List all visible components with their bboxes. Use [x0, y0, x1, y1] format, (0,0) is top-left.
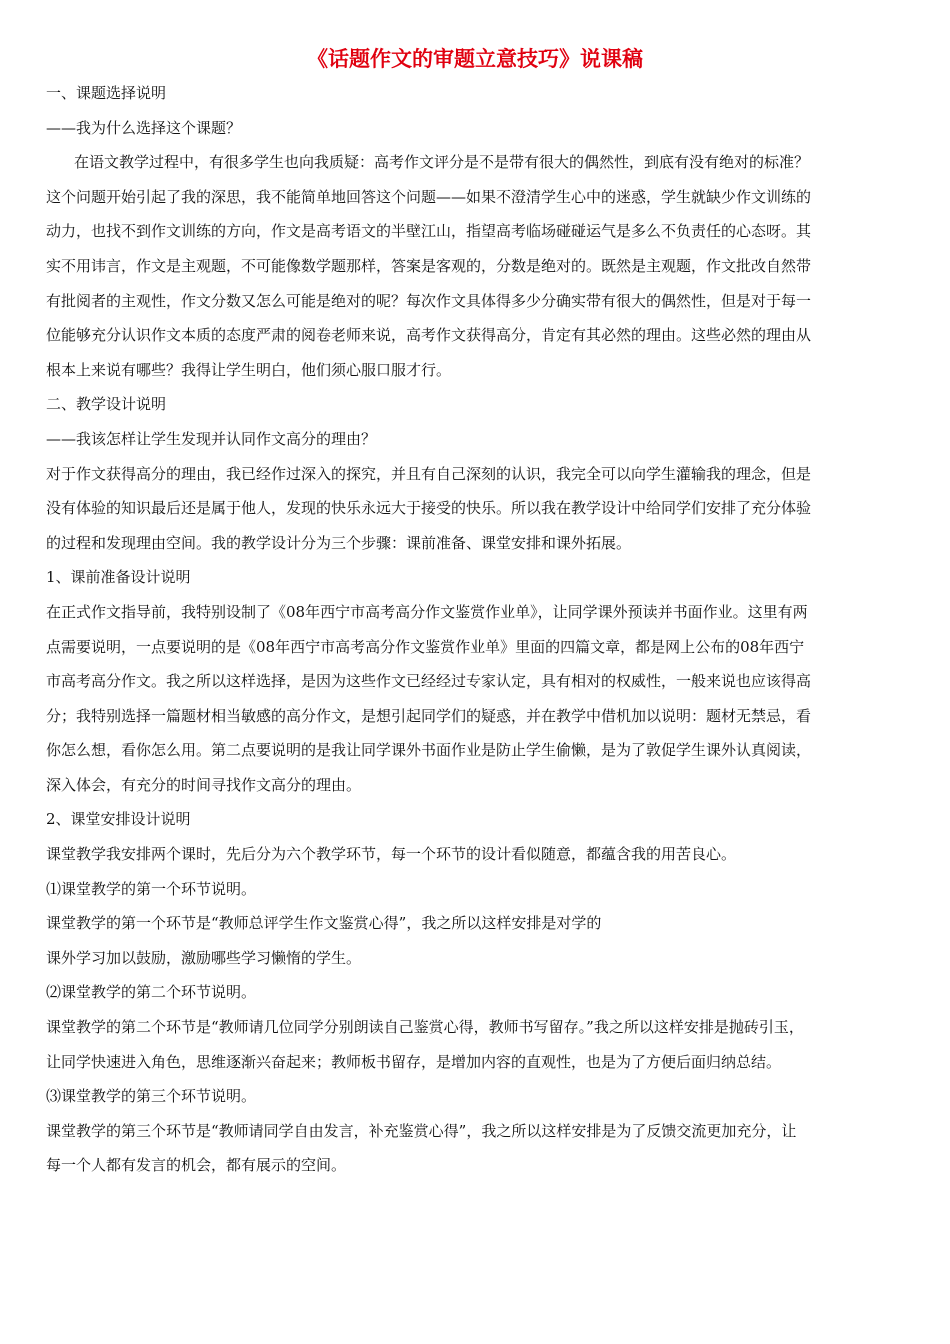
paragraph-line: 市高考高分作文。我之所以这样选择，是因为这些作文已经经过专家认定，具有相对的权威性，一般来说也应该得高	[46, 672, 812, 691]
paragraph-line: 这个问题开始引起了我的深思，我不能简单地回答这个问题——如果不澄清学生心中的迷惑，学生就缺少作文训练的	[46, 187, 812, 206]
paragraph-line: 课堂教学的第二个环节是“教师请几位同学分别朗读自己鉴赏心得，教师书写留存。”我之所以这样安排是抛砖引玉，	[46, 1018, 804, 1037]
section-heading: 二、教学设计说明	[46, 395, 167, 414]
section-heading: ⑵课堂教学的第二个环节说明。	[46, 983, 257, 1002]
section-heading: ——我为什么选择这个课题？	[46, 118, 242, 137]
paragraph-line: 课堂教学我安排两个课时，先后分为六个教学环节，每一个环节的设计看似随意，都蕴含我的用苦良心。	[46, 845, 737, 864]
document-body	[46, 76, 908, 1183]
document-title: 《话题作文的审题立意技巧》说课稿	[307, 47, 643, 71]
paragraph-line: 实不用讳言，作文是主观题，不可能像数学题那样，答案是客观的，分数是绝对的。既然是主观题，作文批改自然带	[46, 256, 812, 275]
paragraph-line: 有批阅者的主观性，作文分数又怎么可能是绝对的呢？每次作文具体得多少分确实带有很大的偶然性，但是对于每一	[46, 291, 812, 310]
paragraph-line: 每一个人都有发言的机会，都有展示的空间。	[46, 1156, 347, 1175]
paragraph-line: 根本上来说有哪些？我得让学生明白，他们须心服口服才行。	[46, 360, 452, 379]
paragraph-line: 课堂教学的第一个环节是“教师总评学生作文鉴赏心得”，我之所以这样安排是对学的	[46, 914, 602, 933]
paragraph-line: 分；我特别选择一篇题材相当敏感的高分作文，是想引起同学们的疑惑，并在教学中借机加以说明：题材无禁忌，看	[46, 706, 812, 725]
section-heading: 1、课前准备设计说明	[46, 568, 191, 587]
paragraph-line: 动力，也找不到作文训练的方向，作文是高考语文的半壁江山，指望高考临场碰碰运气是多么不负责任的心态呀。其	[46, 222, 812, 241]
paragraph-line: 课堂教学的第三个环节是“教师请同学自由发言，补充鉴赏心得”，我之所以这样安排是为了反馈交流更加充分，让	[46, 1121, 797, 1140]
section-heading: 2、课堂安排设计说明	[46, 810, 191, 829]
paragraph-line: 的过程和发现理由空间。我的教学设计分为三个步骤：课前准备、课堂安排和课外拓展。	[46, 533, 632, 552]
section-heading: 一、课题选择说明	[46, 84, 167, 102]
paragraph-line: 点需要说明，一点要说明的是《08年西宁市高考高分作文鉴赏作业单》里面的四篇文章，都是网上公布的08年西宁	[46, 637, 805, 656]
paragraph-line: 课外学习加以鼓励，激励哪些学习懒惰的学生。	[46, 948, 362, 967]
paragraph-line: 你怎么想，看你怎么用。第二点要说明的是我让同学课外书面作业是防止学生偷懒，是为了敦促学生课外认真阅读，	[46, 741, 812, 760]
paragraph-line: 在语文教学过程中，有很多学生也向我质疑：高考作文评分是不是带有很大的偶然性，到底有没有绝对的标准？	[74, 153, 810, 172]
paragraph-line: 没有体验的知识最后还是属于他人，发现的快乐永远大于接受的快乐。所以我在教学设计中给同学们安排了充分体验	[46, 499, 812, 518]
paragraph-line: 深入体会，有充分的时间寻找作文高分的理由。	[46, 775, 362, 794]
section-heading: ⑴课堂教学的第一个环节说明。	[46, 879, 257, 898]
paragraph-line: 让同学快速进入角色，思维逐渐兴奋起来；教师板书留存，是增加内容的直观性，也是为了方便后面归纳总结。	[46, 1052, 782, 1071]
paragraph-line: 位能够充分认识作文本质的态度严肃的阅卷老师来说，高考作文获得高分，肯定有其必然的理由。这些必然的理由从	[46, 326, 812, 345]
paragraph-line: 在正式作文指导前，我特别设制了《08年西宁市高考高分作文鉴赏作业单》，让同学课外预读并书面作业。这里有两	[46, 602, 808, 621]
section-heading: ⑶课堂教学的第三个环节说明。	[46, 1087, 257, 1106]
section-heading: ——我该怎样让学生发现并认同作文高分的理由？	[46, 429, 377, 448]
paragraph-line: 对于作文获得高分的理由，我已经作过深入的探究，并且有自己深刻的认识，我完全可以向学生灌输我的理念，但是	[46, 464, 812, 483]
